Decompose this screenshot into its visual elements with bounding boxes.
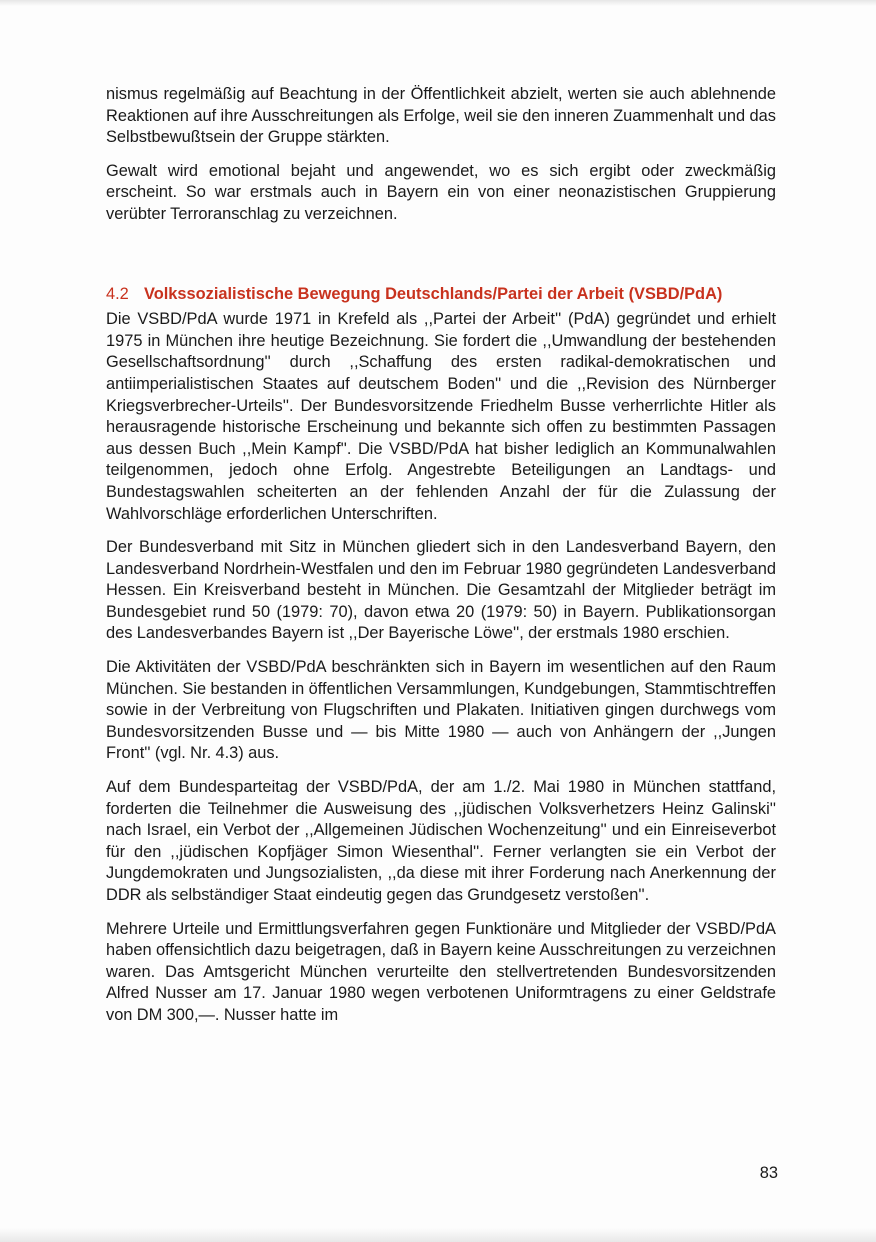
page-body bbox=[106, 84, 776, 1027]
paragraph-court-rulings: Mehrere Urteile und Ermittlungsverfahren gegen Funktionäre und Mitglieder der VSBD/PdA haben offensichtlich dazu beigetragen, daß in Bayern keine Ausschreitungen zu verzeichnen waren. Das Amtsgericht München verurteilte den stellvertretenden Bundesvorsitzenden Alfred Nusser am 17. Januar 1980 wegen verbotenen Uniformtragens zu einer Geldstrafe von DM 300,—. Nusser hatte im bbox=[106, 919, 776, 1024]
page-top-edge bbox=[0, 0, 876, 6]
section-title: Volkssozialistische Bewegung Deutschlands/Partei der Arbeit (VSBD/PdA) bbox=[144, 284, 723, 303]
section-number: 4.2 bbox=[106, 284, 129, 303]
page-number: 83 bbox=[759, 1164, 778, 1182]
section-heading bbox=[106, 284, 776, 306]
paragraph-organisation: Der Bundesverband mit Sitz in München gliedert sich in den Landesverband Bayern, den Landesverband Nordrhein-Westfalen und den im Februar 1980 gegründeten Landesverband Hessen. Ein Kreisverband besteht in München. Die Gesamtzahl der Mitglieder beträgt im Bundesgebiet rund 50 (1979: 70), davon etwa 20 (1979: 50) in Bayern. Publikationsorgan des Landesverbandes Bayern ist ,,Der Bayerische Löwe'', der erstmals 1980 erschien. bbox=[106, 538, 776, 643]
paragraph-activities: Die Aktivitäten der VSBD/PdA beschränkten sich in Bayern im wesentlichen auf den Raum München. Sie bestanden in öffentlichen Versammlungen, Kundgebungen, Stammtischtreffen sowie in der Verbreitung von Flugschriften und Plakaten. Initiativen gingen durchwegs vom Bundesvorsitzenden Busse und — bis Mitte 1980 — auch von Anhängern der ,,Jungen Front'' (vgl. Nr. 4.3) aus. bbox=[106, 658, 776, 763]
page-bottom-edge bbox=[0, 1228, 876, 1242]
paragraph-continuation: nismus regelmäßig auf Beachtung in der Öffentlichkeit abzielt, werten sie auch ablehnende Reaktionen auf ihre Ausschreitungen als Erfolge, weil sie den inneren Zuammenhalt und das Selbstbewußtsein der Gruppe stärkten. bbox=[106, 85, 776, 147]
paragraph-party-congress: Auf dem Bundesparteitag der VSBD/PdA, der am 1./2. Mai 1980 in München stattfand, forderten die Teilnehmer die Ausweisung des ,,jüdischen Volksverhetzers Heinz Galinski'' nach Israel, ein Verbot der ,,Allgemeinen Jüdischen Wochenzeitung'' und ein Einreiseverbot für den ,,jüdischen Kopfjäger Simon Wiesenthal''. Ferner verlangten sie ein Verbot der Jungdemokraten und Jungsozialisten, ,,da diese mit ihrer Forderung nach Anerkennung der DDR als selbständiger Staat eindeutig gegen das Grundgesetz verstoßen''. bbox=[106, 778, 776, 904]
paragraph-founding: Die VSBD/PdA wurde 1971 in Krefeld als ,,Partei der Arbeit'' (PdA) gegründet und erhielt 1975 in München ihre heutige Bezeichnung. Sie fordert die ,,Umwandlung der bestehenden Gesellschaftsordnung'' durch ,,Schaffung des ersten radikal-demokratischen und antiimperialistischen Staates auf deutschem Boden'' und die ,,Revision des Nürnberger Kriegsverbrecher-Urteils''. Der Bundesvorsitzende Friedhelm Busse verherrlichte Hitler als herausragende historische Erscheinung und bekannte sich offen zu bestimmten Passagen aus dessen Buch ,,Mein Kampf''. Die VSBD/PdA hat bisher lediglich an Kommunalwahlen teilgenommen, jedoch ohne Erfolg. Angestrebte Beteiligungen an Landtags- und Bundestagswahlen scheiterten an der fehlenden Anzahl der für die Zulassung der Wahlvorschläge erforderlichen Unterschriften. bbox=[106, 310, 776, 523]
paragraph-gewalt: Gewalt wird emotional bejaht und angewendet, wo es sich ergibt oder zweckmäßig erscheint. So war erstmals auch in Bayern ein von einer neonazistischen Gruppierung verübter Terroranschlag zu verzeichnen. bbox=[106, 161, 776, 223]
